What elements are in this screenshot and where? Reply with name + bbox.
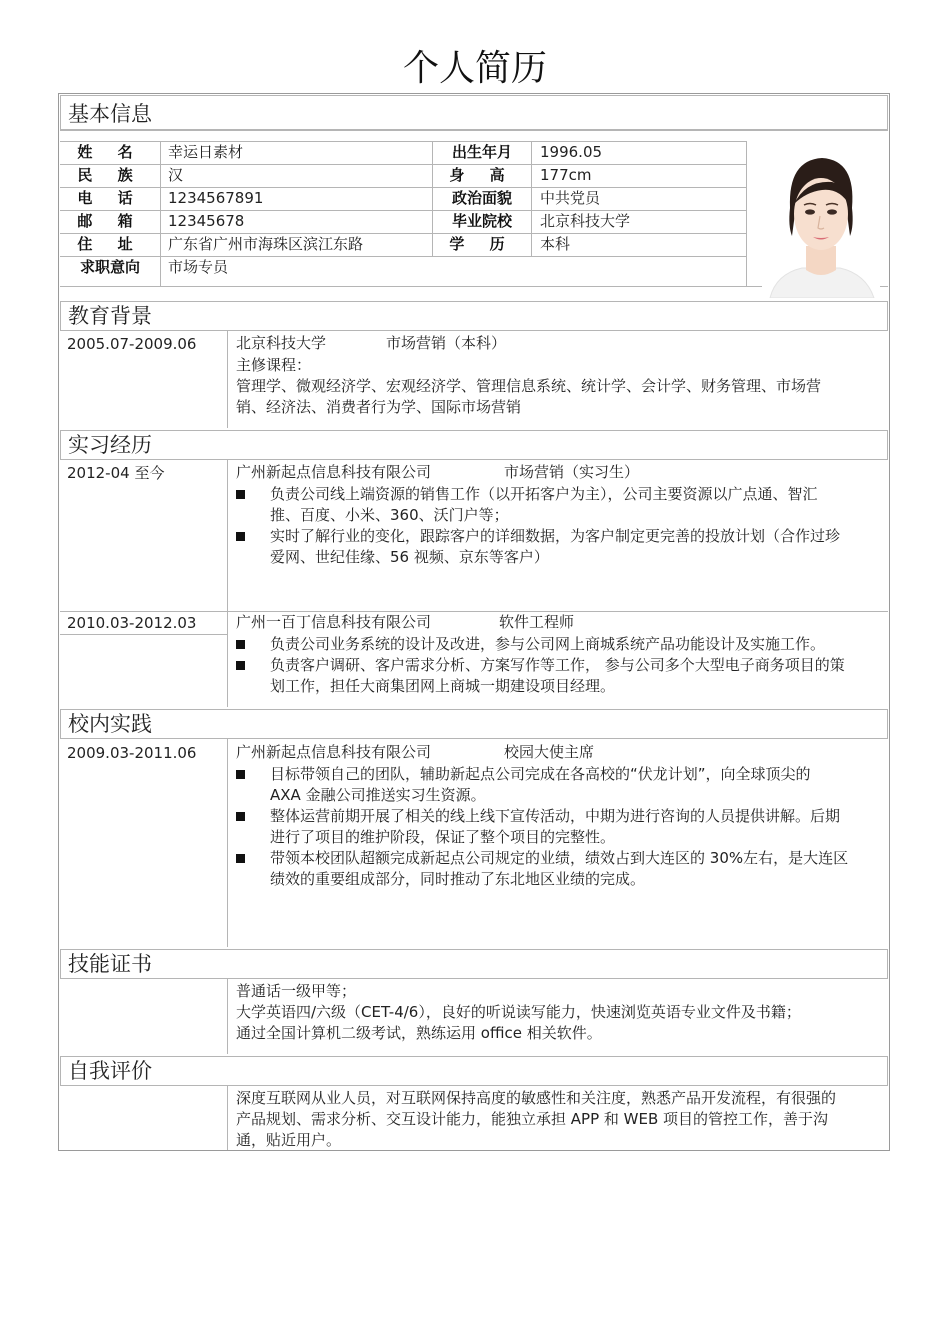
internship-company: 广州新起点信息科技有限公司	[236, 463, 432, 481]
bullet-item: 负责客户调研、客户需求分析、方案写作等工作， 参与公司多个大型电子商务项目的策 划工作，担任大商集团网上商城一期建设项目经理。	[236, 655, 881, 697]
internship-date: 2012-04 至今	[67, 464, 165, 482]
section-header-education	[60, 301, 888, 331]
address-label: 住 址	[77, 235, 143, 253]
politics-label: 政治面貌	[451, 189, 512, 207]
divider	[60, 130, 888, 131]
section-title: 校内实践	[68, 712, 152, 736]
section-header-skills	[60, 949, 888, 979]
bullet-icon	[236, 640, 245, 649]
self-line: 通，贴近用户。	[236, 1131, 342, 1149]
intent-value: 市场专员	[168, 258, 229, 276]
birth-value: 1996.05	[540, 143, 603, 161]
section-title: 自我评价	[68, 1059, 152, 1083]
intent-label: 求职意向	[79, 258, 140, 276]
bullet-icon	[236, 770, 245, 779]
email-label: 邮 箱	[77, 212, 143, 230]
name-value: 幸运日素材	[168, 143, 244, 161]
internship-role: 软件工程师	[499, 613, 575, 631]
section-header-internship	[60, 430, 888, 460]
bullet-item: 负责公司线上端资源的销售工作（以开拓客户为主），公司主要资源以广点通、智汇 推、百度、小米、360、沃门户等；	[236, 484, 881, 526]
height-value: 177cm	[540, 166, 592, 184]
section-header-self	[60, 1056, 888, 1086]
courses-line: 管理学、微观经济学、宏观经济学、管理信息系统、统计学、会计学、财务管理、市场营	[236, 377, 822, 395]
profile-photo	[762, 146, 880, 298]
skill-line: 大学英语四/六级（CET-4/6），良好的听说读写能力，快速浏览英语专业文件及书籍；	[236, 1003, 801, 1021]
bullet-item: 目标带领自己的团队，辅助新起点公司完成在各高校的“伏龙计划”，向全球顶尖的 AXA 金融公司推送实习生资源。	[236, 764, 881, 806]
ethnic-label: 民 族	[77, 166, 143, 184]
bullet-icon	[236, 812, 245, 821]
height-label: 身 高	[449, 166, 515, 184]
bullet-icon	[236, 854, 245, 863]
degree-value: 本科	[540, 235, 571, 253]
section-title: 技能证书	[68, 952, 152, 976]
section-title: 实习经历	[68, 433, 152, 457]
bullet-icon	[236, 532, 245, 541]
birth-label: 出生年月	[451, 143, 512, 161]
name-label: 姓 名	[77, 143, 143, 161]
internship-date: 2010.03-2012.03	[67, 614, 197, 632]
internship-company: 广州一百丁信息科技有限公司	[236, 613, 432, 631]
self-line: 深度互联网从业人员，对互联网保持高度的敏感性和关注度，熟悉产品开发流程，有很强的	[236, 1089, 837, 1107]
campus-role: 校园大使主席	[504, 743, 595, 761]
degree-label: 学 历	[449, 235, 515, 253]
page-title: 个人简历	[402, 48, 547, 89]
section-header-basic	[60, 95, 888, 130]
internship-role: 市场营销（实习生）	[504, 463, 640, 481]
campus-company: 广州新起点信息科技有限公司	[236, 743, 432, 761]
ethnic-value: 汉	[168, 166, 184, 184]
phone-value: 1234567891	[168, 189, 264, 207]
skill-line: 普通话一级甲等；	[236, 982, 357, 1000]
bullet-item: 实时了解行业的变化，跟踪客户的详细数据，为客户制定更完善的投放计划（合作过珍 爱网、世纪佳缘、56 视频、京东等客户）	[236, 526, 881, 568]
bullet-item: 整体运营前期开展了相关的线上线下宣传活动，中期为进行咨询的人员提供讲解。后期 进行了项目的维护阶段，保证了整个项目的完整性。	[236, 806, 881, 848]
education-major: 市场营销（本科）	[386, 334, 507, 352]
politics-value: 中共党员	[540, 189, 601, 207]
section-title: 教育背景	[68, 304, 152, 328]
bullet-item: 带领本校团队超额完成新起点公司规定的业绩，绩效占到大连区的 30%左右，是大连区 绩效的重要组成部分，同时推动了东北地区业绩的完成。	[236, 848, 881, 890]
school-value: 北京科技大学	[540, 212, 631, 230]
bullet-icon	[236, 661, 245, 670]
email-value: 12345678	[168, 212, 245, 230]
bullet-item: 负责公司业务系统的设计及改进，参与公司网上商城系统产品功能设计及实施工作。	[236, 634, 881, 655]
bullet-icon	[236, 490, 245, 499]
skill-line: 通过全国计算机二级考试，熟练运用 office 相关软件。	[236, 1024, 602, 1042]
school-label: 毕业院校	[451, 212, 512, 230]
campus-date: 2009.03-2011.06	[67, 744, 197, 762]
phone-label: 电 话	[77, 189, 143, 207]
courses-line: 销、经济法、消费者行为学、国际市场营销	[236, 398, 522, 416]
courses-label: 主修课程：	[236, 356, 312, 374]
section-header-campus	[60, 709, 888, 739]
education-date: 2005.07-2009.06	[67, 335, 197, 353]
self-line: 产品规划、需求分析、交互设计能力，能独立承担 APP 和 WEB 项目的管控工作，善于沟	[236, 1110, 829, 1128]
address-value: 广东省广州市海珠区滨江东路	[168, 235, 364, 253]
education-school: 北京科技大学	[236, 334, 327, 352]
section-title: 基本信息	[68, 102, 152, 126]
